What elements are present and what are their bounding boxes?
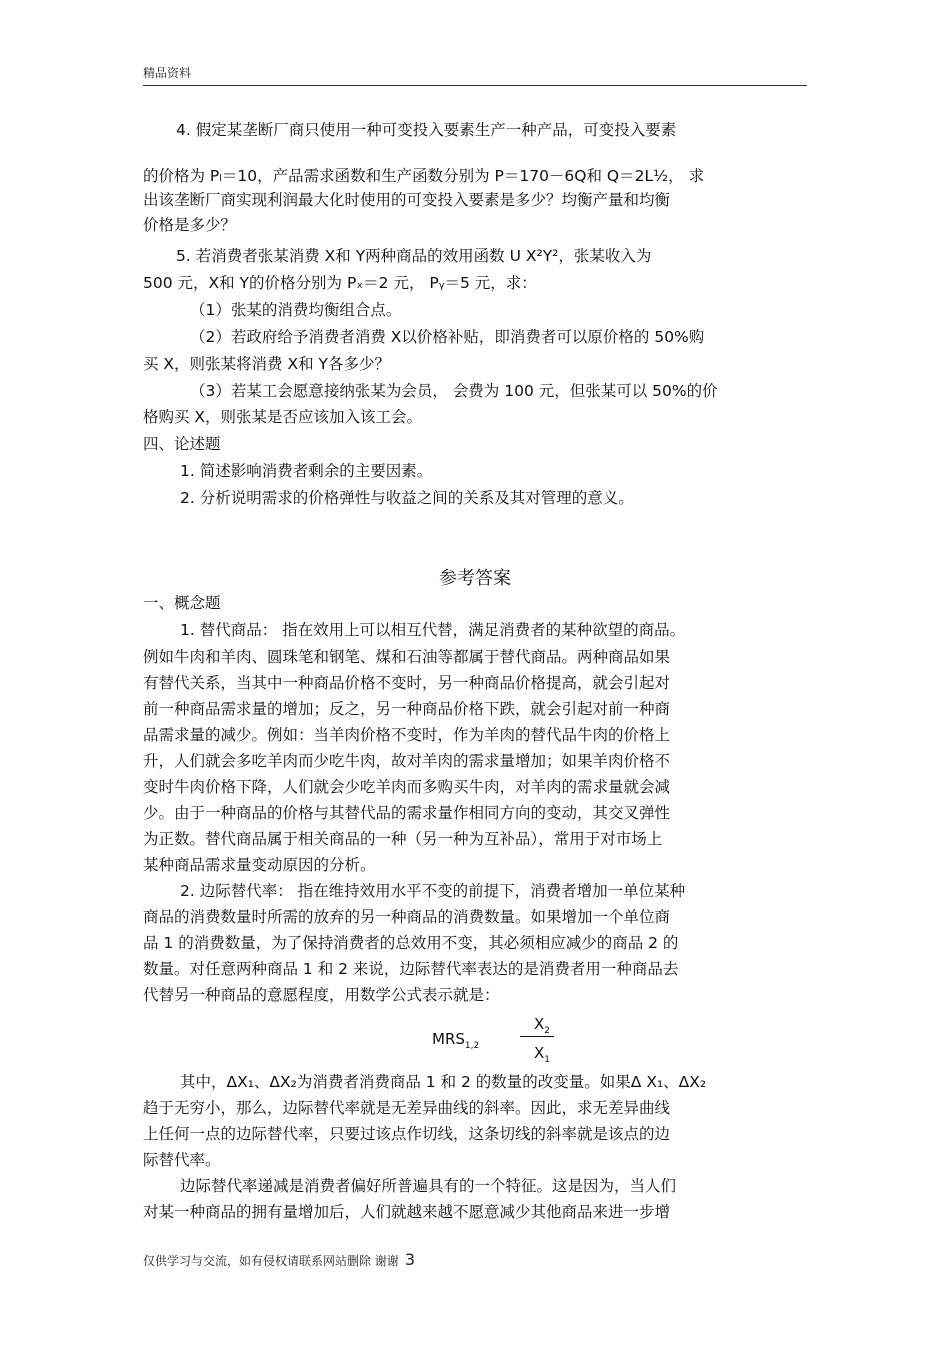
text-line: 1. 简述影响消费者剩余的主要因素。	[180, 462, 433, 480]
text-line: 变时牛肉价格下降，人们就会少吃羊肉而多购买牛肉，对羊肉的需求量就会减	[143, 778, 671, 796]
text-line: 2. 分析说明需求的价格弹性与收益之间的关系及其对管理的意义。	[180, 489, 634, 507]
mrs-formula	[432, 1012, 572, 1065]
text-line: 少。由于一种商品的价格与其替代品的需求量作相同方向的变动，其交叉弹性	[143, 804, 671, 822]
text-line: 趋于无穷小，那么，边际替代率就是无差异曲线的斜率。因此，求无差异曲线	[143, 1099, 671, 1117]
text-line: （2）若政府给予消费者消费 X以价格补贴，即消费者可以原价格的 50%购	[190, 328, 705, 346]
formula-numerator: $X_2$	[534, 1015, 551, 1036]
text-line: （1）张某的消费均衡组合点。	[190, 301, 402, 319]
text-line: 其中，ΔX₁、ΔX₂为消费者消费商品 1 和 2 的数量的改变量。如果Δ X₁、ΔX₂	[180, 1073, 707, 1091]
text-line: 品 1 的消费数量，为了保持消费者的总效用不变，其必须相应减少的商品 2 的	[143, 934, 679, 952]
text-line: 500 元，X和 Y的价格分别为 Pₓ＝2 元， Pᵧ＝5 元，求：	[143, 274, 537, 292]
text-line: （3）若某工会愿意接纳张某为会员， 会费为 100 元，但张某可以 50%的价	[190, 382, 718, 400]
text-line: 对某一种商品的拥有量增加后，人们就越来越不愿意减少其他商品来进一步增	[143, 1203, 671, 1221]
text-line: 数量。对任意两种商品 1 和 2 来说，边际替代率表达的是消费者用一种商品去	[143, 960, 679, 978]
text-line: 四、论述题	[143, 435, 221, 453]
text-line: 4. 假定某垄断厂商只使用一种可变投入要素生产一种产品，可变投入要素	[176, 121, 677, 139]
text-line: 的价格为 Pₗ＝10，产品需求函数和生产函数分别为 P＝170－6Q和 Q＝2L½， 求	[143, 167, 705, 185]
formula-denominator: $X_1$	[534, 1044, 551, 1065]
text-line: 买 X，则张某将消费 X和 Y各多少？	[143, 355, 390, 373]
text-line: 际替代率。	[143, 1151, 221, 1169]
text-line: 前一种商品需求量的增加；反之，另一种商品价格下跌，就会引起对前一种商	[143, 700, 671, 718]
text-line: 5. 若消费者张某消费 X和 Y两种商品的效用函数 U X²Y²，张某收入为	[176, 247, 652, 265]
text-line: 价格是多少？	[143, 216, 237, 234]
section-title: 参考答案	[439, 568, 511, 589]
text-line: 为正数。替代商品属于相关商品的一种（另一种为互补品），常用于对市场上	[143, 830, 663, 848]
page-number: 3	[404, 1250, 416, 1269]
footer-text: 仅供学习与交流，如有侵权请联系网站删除 谢谢	[143, 1254, 399, 1268]
page-footer	[143, 1250, 415, 1269]
text-line: 2. 边际替代率： 指在维持效用水平不变的前提下，消费者增加一单位某种	[180, 882, 686, 900]
text-line: 商品的消费数量时所需的放弃的另一种商品的消费数量。如果增加一个单位商	[143, 908, 671, 926]
fraction-bar	[520, 1036, 554, 1037]
text-line: 格购买 X，则张某是否应该加入该工会。	[143, 408, 423, 426]
text-line: 品需求量的减少。例如：当羊肉价格不变时，作为羊肉的替代品牛肉的价格上	[143, 726, 671, 744]
text-line: 1. 替代商品： 指在效用上可以相互代替，满足消费者的某种欲望的商品。	[180, 621, 686, 639]
text-line: 某种商品需求量变动原因的分析。	[143, 856, 376, 874]
text-line: 代替另一种商品的意愿程度，用数学公式表示就是：	[143, 986, 500, 1004]
text-line: 出该垄断厂商实现利润最大化时使用的可变投入要素是多少？均衡产量和均衡	[143, 191, 671, 209]
header-rule	[143, 85, 807, 86]
formula-lhs: $MRS_{1,2}$	[432, 1030, 480, 1051]
text-line: 例如牛肉和羊肉、圆珠笔和钢笔、煤和石油等都属于替代商品。两种商品如果	[143, 648, 671, 666]
page-header: 精品资料	[143, 66, 192, 80]
text-line: 上任何一点的边际替代率，只要过该点作切线，这条切线的斜率就是该点的边	[143, 1125, 671, 1143]
text-line: 有替代关系，当其中一种商品价格不变时，另一种商品价格提高，就会引起对	[143, 674, 671, 692]
text-line: 边际替代率递减是消费者偏好所普遍具有的一个特征。这是因为，当人们	[180, 1177, 677, 1195]
text-line: 一、概念题	[143, 594, 221, 612]
text-line: 升，人们就会多吃羊肉而少吃牛肉，故对羊肉的需求量增加；如果羊肉价格不	[143, 752, 671, 770]
